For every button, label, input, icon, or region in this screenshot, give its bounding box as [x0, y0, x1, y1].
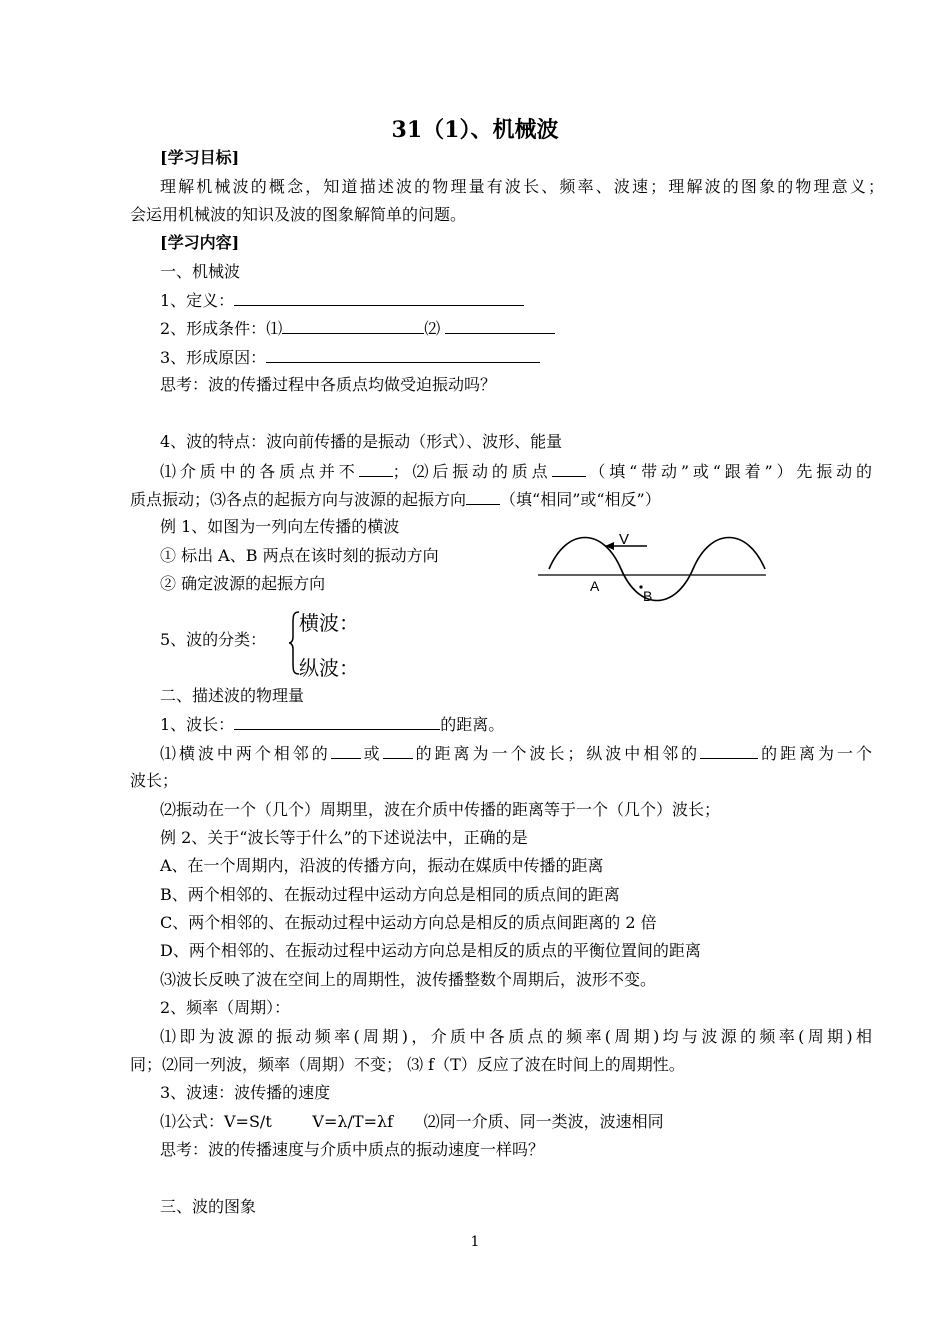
- learning-goal-text-1: 理解机械波的概念，知道描述波的物理量有波长、频率、波速；理解波的图象的物理意义；: [160, 177, 884, 196]
- blank[interactable]: [331, 743, 361, 759]
- frequency-detail-2: 同；⑵同一列波，频率（周期）不变； ⑶ f（T）反应了波在时间上的周期性。: [130, 1055, 685, 1074]
- blank[interactable]: [359, 461, 393, 477]
- section-1-heading: 一、机械波: [160, 262, 241, 281]
- page-title: 31（1）、机械波: [391, 117, 559, 143]
- wavelength-detail-2: ⑵振动在一个（几个）周期里，波在介质中传播的距离等于一个（几个）波长；: [160, 800, 721, 819]
- blank[interactable]: [234, 290, 524, 306]
- point-b-label: B: [643, 588, 653, 604]
- example-1-question-1: ① 标出 A、B 两点在该时刻的振动方向: [160, 546, 439, 565]
- blank[interactable]: [552, 461, 586, 477]
- definition-line: 1、定义：: [160, 290, 524, 311]
- wave-features-detail-2: 质点振动；⑶各点的起振方向与波源的起振方向 （填“相同”或“相反”）: [130, 490, 661, 509]
- velocity-label: V: [619, 531, 630, 548]
- point-a-label: A: [590, 578, 600, 594]
- condition-line: 2、形成条件：⑴ ⑵: [160, 318, 555, 339]
- option-a: A、在一个周期内，沿波的传播方向，振动在媒质中传播的距离: [160, 856, 604, 875]
- example-2: 例 2、关于“波长等于什么”的下述说法中，正确的是: [160, 828, 528, 847]
- frequency-detail-1: ⑴即为波源的振动频率(周期)，介质中各质点的频率(周期)均与波源的频率(周期)相: [160, 1027, 872, 1046]
- arrow-head-icon: [605, 542, 614, 550]
- wave-classification: 5、波的分类：: [160, 630, 267, 649]
- option-d: D、两个相邻的、在振动过程中运动方向总是相反的质点的平衡位置间的距离: [160, 941, 701, 960]
- think-question-1: 思考：波的传播过程中各质点均做受迫振动吗？: [160, 375, 497, 394]
- learning-content-heading: [学习内容]: [160, 233, 240, 252]
- option-b: B、两个相邻的、在振动过程中运动方向总是相同的质点间的距离: [160, 885, 620, 904]
- wave-curve: [549, 538, 765, 601]
- transverse-wave-label: 横波：: [299, 611, 359, 635]
- section-3-heading: 三、波的图象: [160, 1197, 257, 1216]
- wavelength-detail-3: ⑶波长反映了波在空间上的周期性，波传播整数个周期后，波形不变。: [160, 970, 657, 989]
- page-number: 1: [470, 1234, 480, 1250]
- wavelength-detail-1: ⑴横波中两个相邻的 或 的距离为一个波长；纵波中相邻的 的距离为一个: [160, 744, 872, 763]
- blank[interactable]: [266, 347, 540, 363]
- example-1-question-2: ② 确定波源的起振方向: [160, 574, 326, 593]
- cause-line: 3、形成原因：: [160, 347, 540, 368]
- frequency-heading: 2、频率（周期）：: [160, 998, 291, 1017]
- wave-features-detail-1: ⑴介质中的各质点并不 ；⑵后振动的质点 （填“带动”或“跟着”）先振动的: [160, 462, 872, 481]
- point-b-marker: [639, 585, 642, 588]
- wavelength-line: 1、波长： 的距离。: [160, 715, 505, 734]
- blank[interactable]: [700, 743, 758, 759]
- wave-speed-heading: 3、波速：波传播的速度: [160, 1083, 331, 1102]
- transverse-wave-figure: [535, 530, 770, 612]
- blank[interactable]: [234, 714, 440, 730]
- section-2-heading: 二、描述波的物理量: [160, 686, 305, 705]
- blank[interactable]: [383, 743, 413, 759]
- learning-goal-heading: [学习目标]: [160, 148, 240, 167]
- wave-features: 4、波的特点：波向前传播的是振动（形式）、波形、能量: [160, 432, 563, 451]
- example-1: 例 1、如图为一列向左传播的横波: [160, 517, 400, 536]
- option-c: C、两个相邻的、在振动过程中运动方向总是相反的质点间距离的 2 倍: [160, 913, 657, 932]
- think-question-2: 思考：波的传播速度与介质中质点的振动速度一样吗？: [160, 1140, 545, 1159]
- learning-goal-text-2: 会运用机械波的知识及波的图象解简单的问题。: [130, 205, 467, 224]
- longitudinal-wave-label: 纵波：: [299, 656, 359, 680]
- wave-speed-formula: ⑴公式：V=S/t V=λ/T=λf ⑵同一介质、同一类波，波速相同: [160, 1112, 664, 1131]
- blank[interactable]: [466, 489, 500, 505]
- wavelength-detail-1b: 波长；: [130, 771, 179, 790]
- blank[interactable]: [282, 318, 424, 334]
- blank[interactable]: [445, 318, 555, 334]
